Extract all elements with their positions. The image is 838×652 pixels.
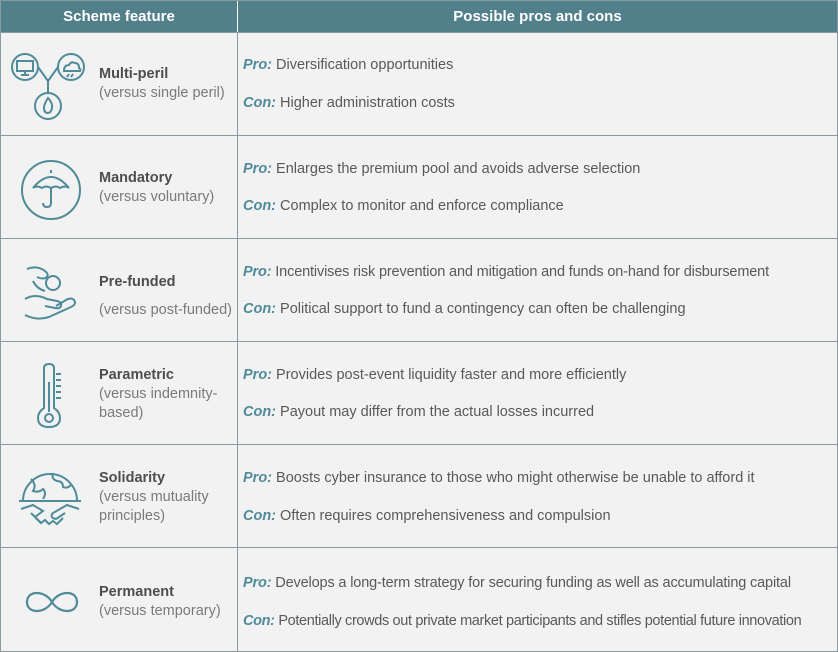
coin-hand-icon (23, 259, 81, 325)
feature-cell (99, 366, 217, 423)
pro-content: Incentivises risk prevention and mitigation and funds on-hand for disbursement (275, 264, 769, 280)
pro-text (243, 470, 755, 486)
feature-qualifier: (versus mutuality (99, 489, 209, 505)
feature-qualifier: (versus voluntary) (99, 189, 215, 205)
network-devices-icon (9, 51, 89, 121)
pro-content: Develops a long-term strategy for securing funding as well as accumulating capital (275, 575, 791, 591)
table-row (1, 444, 837, 547)
con-content: Often requires comprehensiveness and compulsion (280, 508, 611, 524)
pro-content: Enlarges the premium pool and avoids adverse selection (276, 161, 641, 177)
con-label: Con: (243, 301, 277, 317)
column-divider (237, 32, 238, 651)
table-row (1, 32, 837, 135)
feature-name: Pre-funded (99, 274, 176, 290)
con-label: Con: (243, 95, 277, 111)
pro-label: Pro: (243, 367, 272, 383)
con-text (243, 95, 455, 111)
feature-name: Permanent (99, 584, 174, 600)
feature-cell (99, 583, 221, 621)
con-content: Complex to monitor and enforce compliance (280, 198, 564, 214)
scheme-feature-header: Scheme feature (63, 8, 175, 25)
pro-text (243, 57, 453, 73)
pro-content: Provides post-event liquidity faster and more efficiently (276, 367, 627, 383)
feature-cell (99, 65, 225, 103)
feature-name: Multi-peril (99, 66, 169, 82)
con-label: Con: (243, 404, 277, 420)
con-text (243, 301, 686, 317)
feature-qualifier: (versus post-funded) (99, 302, 232, 318)
umbrella-icon (19, 158, 83, 222)
feature-name: Solidarity (99, 470, 166, 486)
pro-label: Pro: (243, 470, 272, 486)
con-content: Potentially crowds out private market participants and stifles potential future innovation (278, 613, 802, 629)
con-content: Political support to fund a contingency can often be challenging (280, 301, 686, 317)
pro-text (243, 264, 769, 280)
con-content: Higher administration costs (280, 95, 455, 111)
con-label: Con: (243, 613, 275, 629)
feature-qualifier-cont: based) (99, 405, 144, 421)
pro-label: Pro: (243, 57, 272, 73)
feature-cell (99, 273, 232, 320)
pro-content: Diversification opportunities (276, 57, 454, 73)
globe-handshake-icon (17, 465, 83, 533)
table-header (1, 1, 837, 32)
feature-qualifier: (versus temporary) (99, 603, 221, 619)
con-label: Con: (243, 198, 277, 214)
infinity-icon (23, 586, 81, 618)
pro-text (243, 161, 640, 177)
feature-name: Parametric (99, 367, 174, 383)
pro-label: Pro: (243, 575, 272, 591)
con-text (243, 404, 594, 420)
thermometer-icon (37, 362, 65, 430)
con-text (243, 508, 611, 524)
feature-qualifier: (versus single peril) (99, 85, 225, 101)
con-text (243, 198, 564, 214)
feature-qualifier: (versus indemnity- (99, 386, 218, 402)
table-row (1, 135, 837, 238)
table-row (1, 547, 837, 652)
pro-label: Pro: (243, 161, 272, 177)
feature-name: Mandatory (99, 170, 173, 186)
con-label: Con: (243, 508, 277, 524)
table-row (1, 341, 837, 444)
pro-text (243, 367, 626, 383)
pros-cons-header: Possible pros and cons (453, 8, 622, 25)
con-text (243, 613, 801, 629)
pro-content: Boosts cyber insurance to those who might otherwise be unable to afford it (276, 470, 755, 486)
pro-label: Pro: (243, 264, 272, 280)
table-row (1, 238, 837, 341)
feature-qualifier-cont: principles) (99, 508, 166, 524)
feature-cell (99, 469, 209, 526)
feature-cell (99, 169, 214, 207)
con-content: Payout may differ from the actual losses incurred (280, 404, 595, 420)
pro-text (243, 575, 791, 591)
